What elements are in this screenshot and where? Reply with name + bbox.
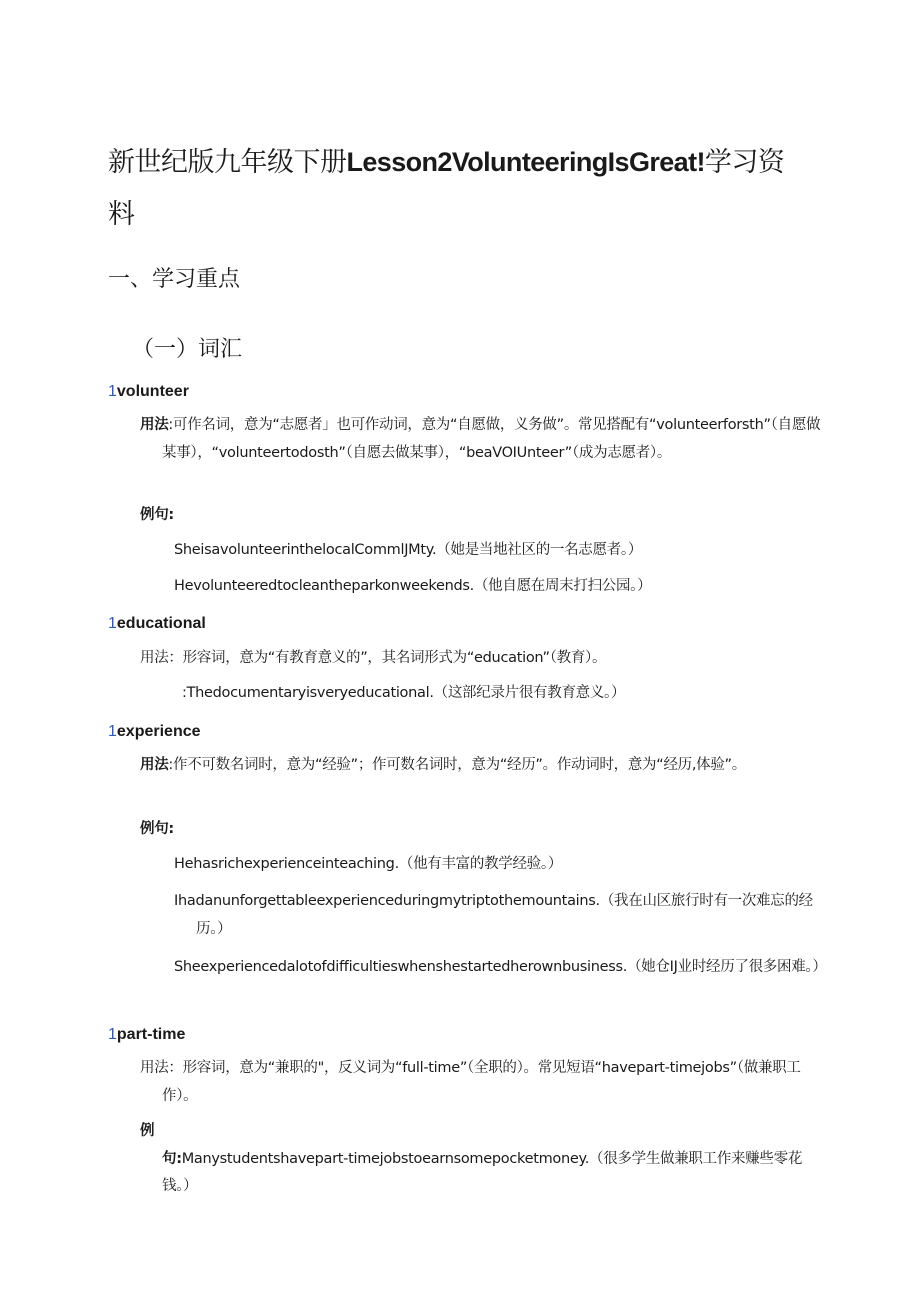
vocab-entry-educational: [108, 613, 206, 635]
entry-number: 1: [108, 723, 117, 740]
usage-paragraph: 用法：形容词，意为“有教育意义的”，其名词形式为“education”（教育）。: [140, 650, 607, 666]
entry-word: volunteer: [116, 383, 189, 400]
example-sentence: SheisavolunteerinthelocalCommlJMty.（她是当地社区的一名志愿者。）: [174, 542, 643, 558]
example-paragraph: [140, 1118, 827, 1201]
entry-number: 1: [108, 1026, 117, 1043]
example-sentence: Manystudentshavepart-timejobstoearnsomepocketmoney.（很多学生做兼职工作来赚些零花钱。）: [162, 1150, 803, 1194]
entry-word: educational: [116, 615, 206, 632]
example-sentence: Sheexperiencedalotofdifficultieswhenshestartedherownbusiness.（她仓IJ业时经历了很多困难。）: [174, 959, 827, 975]
example-sentence: Hehasrichexperienceinteaching.（他有丰富的教学经验。）: [174, 856, 563, 872]
usage-label: 用法: [140, 757, 169, 773]
example-label: 例句:: [140, 507, 174, 523]
entry-number: 1: [108, 383, 117, 400]
section-heading: 一、学习重点: [108, 267, 241, 292]
vocab-entry-part-time: [108, 1024, 185, 1046]
usage-text: :作不可数名词时，意为“经验”；作可数名词时，意为“经历”。作动词时，意为“经历,体验”。: [168, 757, 746, 773]
usage-paragraph: 用法：形容词，意为“兼职的"，反义词为“full-time”（全职的）。常见短语“havepart-timejobs”（做兼职工作）。: [140, 1060, 801, 1104]
example-sentence: :Thedocumentaryisveryeducational.（这部纪录片很有教育意义。）: [182, 685, 626, 701]
document-title: [108, 136, 808, 241]
title-suffix: 学习资料: [108, 147, 785, 230]
vocab-entry-volunteer: [108, 381, 189, 403]
usage-paragraph: [140, 752, 827, 780]
vocab-entry-experience: [108, 721, 201, 743]
entry-number: 1: [108, 615, 117, 632]
subsection-heading: （一）词汇: [132, 337, 243, 362]
usage-label: 用法: [140, 417, 169, 433]
example-sentence: Ihadanunforgettableexperienceduringmytriptothemountains.（我在山区旅行时有一次难忘的经历。）: [174, 893, 813, 937]
usage-paragraph: [140, 412, 827, 467]
entry-word: part-time: [116, 1026, 186, 1043]
entry-word: experience: [116, 723, 201, 740]
title-lesson-name: Lesson2VolunteeringIsGreat!: [346, 147, 705, 177]
title-prefix: 新世纪版九年级下册: [108, 147, 347, 178]
example-label: 例句:: [140, 821, 174, 837]
example-sentence: Hevolunteeredtocleantheparkonweekends.（他自愿在周末打扫公园。）: [174, 578, 652, 594]
usage-text: :可作名词，意为“志愿者」也可作动词，意为“自愿做，义务做”。常见搭配有“volunteerforsth”（自愿做某事），“volunteertodosth”（自愿去做某事），“beaVOIUnteer”（成为志愿者）。: [162, 417, 821, 461]
example-label: 例句:: [140, 1123, 182, 1167]
